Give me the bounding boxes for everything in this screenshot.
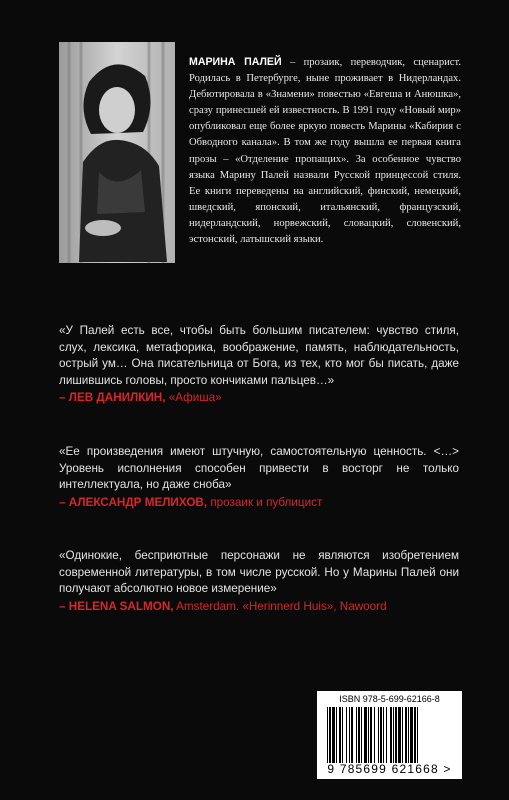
- barcode-digits: 9 785699 621668 >: [327, 762, 452, 776]
- quote-author: – АЛЕКСАНДР МЕЛИХОВ,: [59, 495, 208, 509]
- isbn-label: ISBN 978-5-699-62166-8: [339, 694, 440, 704]
- review-quote-3: [59, 548, 459, 615]
- quote-author: – HELENA SALMON,: [59, 599, 174, 613]
- barcode-bars: [327, 707, 452, 763]
- quote-source: «Афиша»: [165, 391, 222, 405]
- review-quote-1: [59, 323, 459, 407]
- quote-source: прозаик и публицист: [207, 495, 323, 509]
- bio-text: – прозаик, переводчик, сценарист. Родилась в Петербурге, ныне проживает в Нидерландах. Дебютировала в «Знамени» повестью «Евгеша и Анюшка», сразу принесшей ей известность. В 1991 году «Новый мир» опубликовал еще более яркую повесть Марины «Кабирия с Обводного канала». В том же году вышла ее первая книга прозы – «Отделение пропащих». За особенное чувство языка Марину Палей назвали Русской принцессой стиля. Ее книги переведены на английский, финский, немецкий, шведский, японский, итальянский, французский, нидерландский, норвежский, словацкий, словенский, эстонский, латышский языки.: [189, 57, 461, 246]
- author-photo: [59, 42, 175, 263]
- quote-text: «Ее произведения имеют штучную, самостоятельную ценность. <…> Уровень исполнения способен привести в восторг не только интеллектуала, но даже сноба»: [59, 445, 459, 492]
- author-bio: [189, 54, 461, 248]
- quote-attribution: [59, 495, 459, 512]
- quote-attribution: [59, 390, 459, 407]
- isbn-barcode: [317, 691, 462, 779]
- quote-author: – ЛЕВ ДАНИЛКИН,: [59, 391, 166, 405]
- quote-text: «Одинокие, бесприютные персонажи не являются изобретением современной литературы, в том числе русской. Но у Марины Палей они получают абсолютно новое измерение»: [59, 549, 459, 596]
- author-name: МАРИНА ПАЛЕЙ: [189, 56, 282, 68]
- quote-source: Amsterdam. «Herinnerd Huis», Nawoord: [173, 599, 387, 613]
- quote-text: «У Палей есть все, чтобы быть большим писателем: чувство стиля, слух, лексика, метафорика, воображение, память, наблюдательность, острый ум… Она писательница от Бога, из тех, кто мог бы писать, даже лишившись головы, просто кончиками пальцев…»: [59, 324, 459, 387]
- quote-attribution: [59, 599, 459, 616]
- review-quote-2: [59, 444, 459, 511]
